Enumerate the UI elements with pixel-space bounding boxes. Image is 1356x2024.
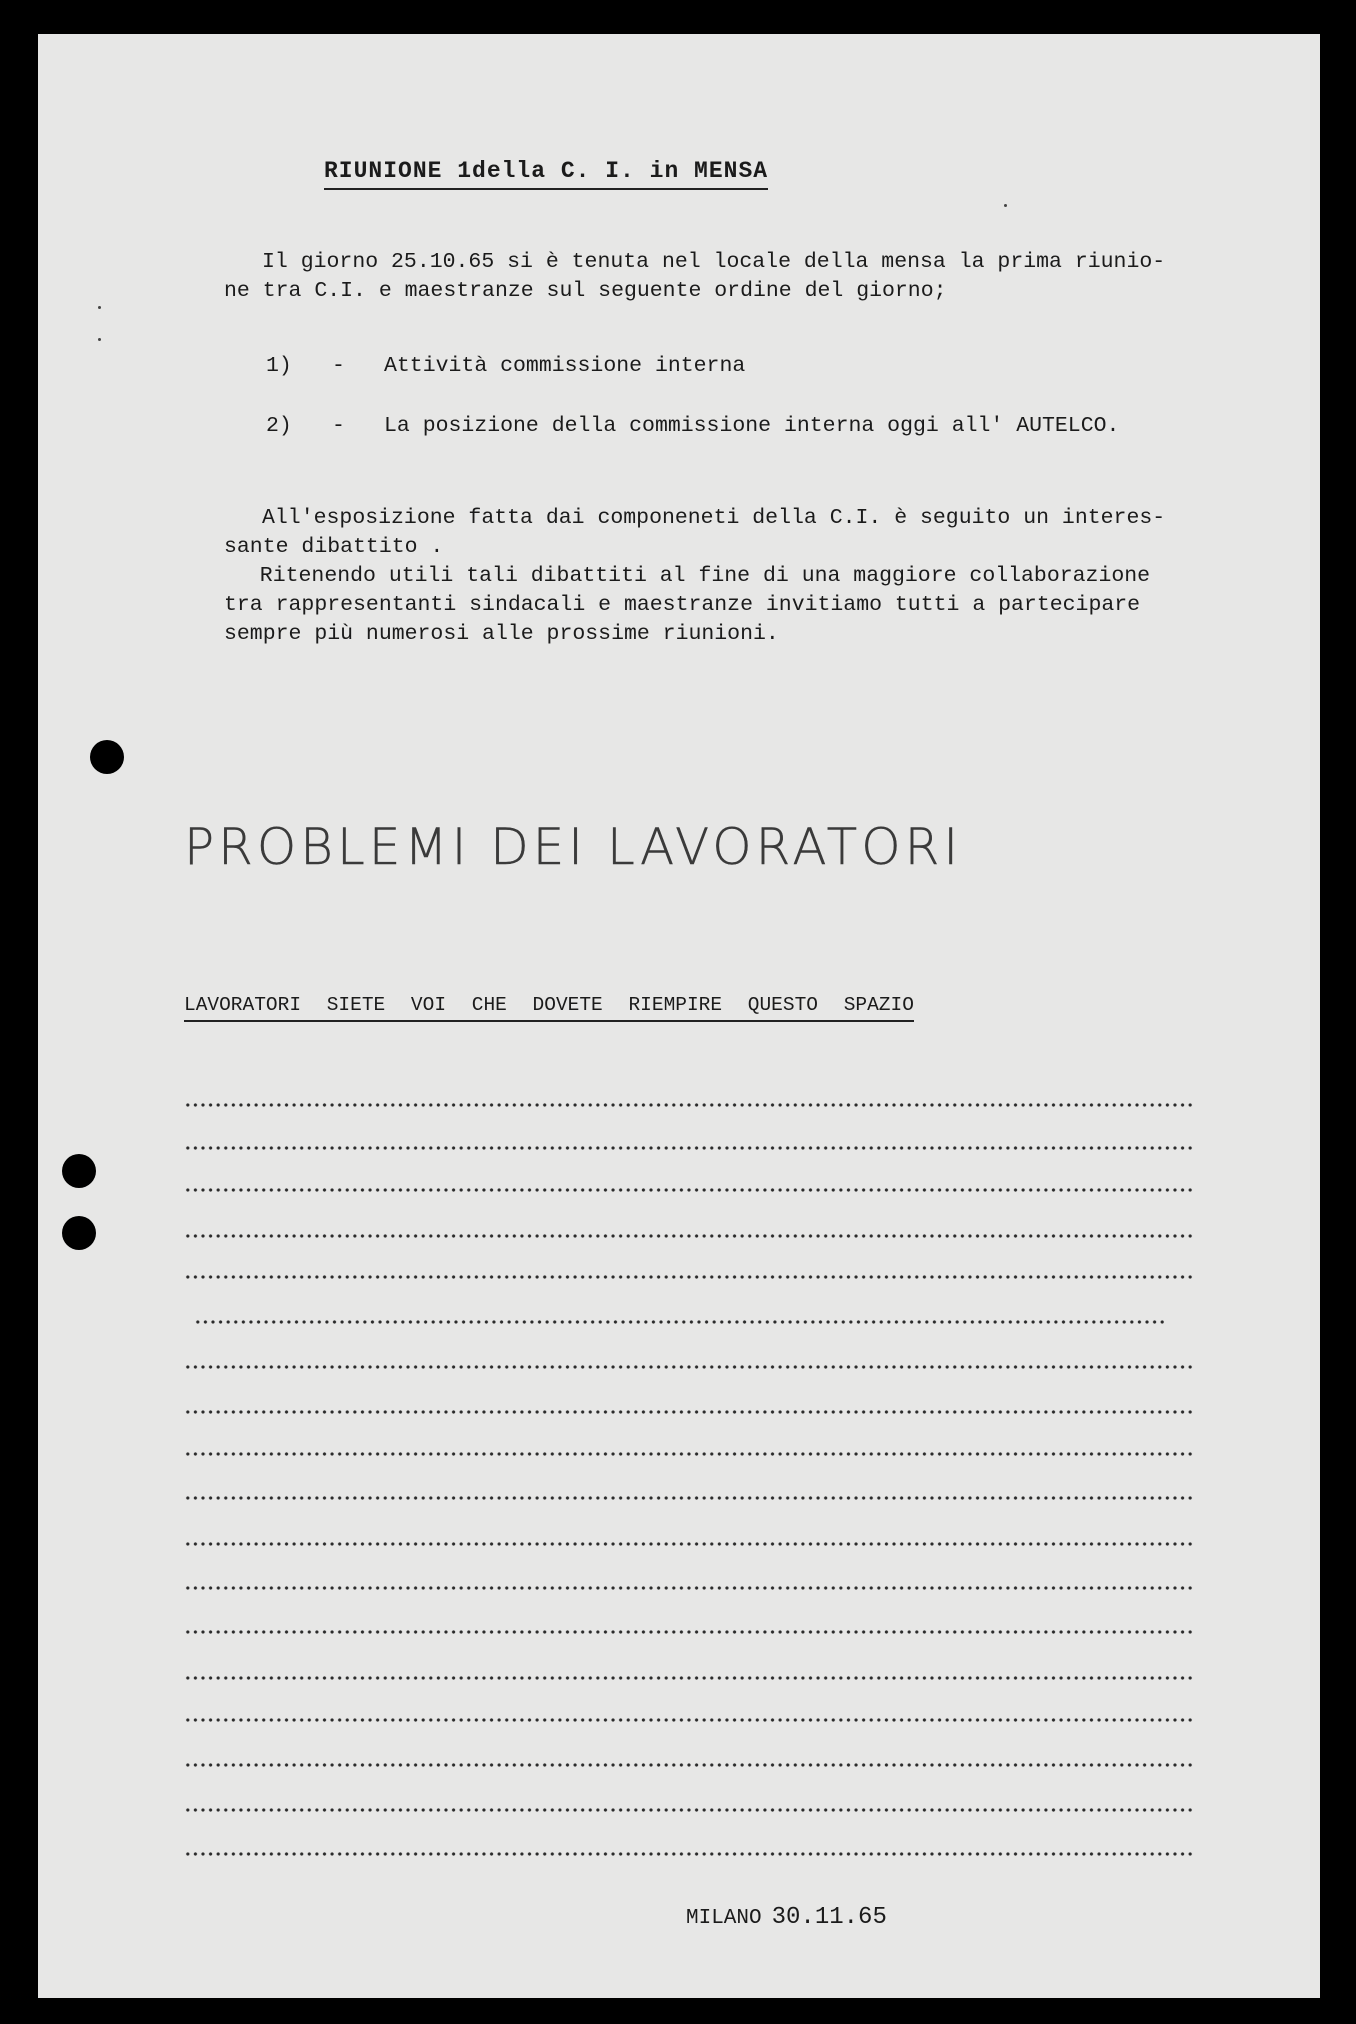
agenda-dash: - (332, 354, 345, 378)
callout-line: LAVORATORI SIETE VOI CHE DOVETE RIEMPIRE QUESTO SPAZIO (184, 994, 914, 1022)
body-line-5: sempre più numerosi alle prossime riunioni. (224, 622, 779, 646)
agenda-text: La posizione della commissione interna oggi all' AUTELCO. (384, 414, 1120, 438)
dotted-line (184, 1103, 1194, 1107)
date: 30.11.65 (771, 1904, 887, 1931)
headline: PROBLEMI DEI LAVORATORI (184, 818, 963, 876)
dotted-line (184, 1676, 1194, 1680)
place: MILANO (686, 1907, 762, 1930)
body-line-4: tra rappresentanti sindacali e maestranze invitiamo tutti a partecipare (224, 593, 1141, 617)
binder-hole-middle (62, 1154, 96, 1188)
dotted-line (184, 1365, 1194, 1369)
dotted-line (184, 1496, 1194, 1500)
agenda-text: Attività commissione interna (384, 354, 746, 378)
binder-hole-top (90, 740, 124, 774)
ink-speck (98, 306, 101, 309)
dotted-line (184, 1146, 1194, 1150)
dotted-line (184, 1718, 1194, 1722)
typewritten-sheet (38, 34, 1320, 1998)
agenda-dash: - (332, 414, 345, 438)
page-title: RIUNIONE 1della C. I. in MENSA (324, 158, 768, 190)
dotted-line (184, 1542, 1194, 1546)
dotted-line (184, 1586, 1194, 1590)
ink-speck (98, 338, 101, 341)
binder-hole-bottom (62, 1216, 96, 1250)
intro-line-2: ne tra C.I. e maestranze sul seguente ordine del giorno; (224, 279, 947, 303)
intro-line-1: Il giorno 25.10.65 si è tenuta nel locale della mensa la prima riunio- (262, 250, 1166, 274)
dotted-line (184, 1275, 1194, 1279)
place-date (686, 1904, 887, 1931)
dotted-line (184, 1808, 1194, 1812)
dotted-line (184, 1188, 1194, 1192)
dotted-line (184, 1852, 1194, 1856)
dotted-line (194, 1320, 1164, 1324)
agenda-number: 2) (266, 414, 292, 438)
agenda-number: 1) (266, 354, 292, 378)
ink-speck (1004, 204, 1007, 207)
dotted-line (184, 1452, 1194, 1456)
body-line-1: All'esposizione fatta dai componeneti della C.I. è seguito un interes- (262, 506, 1166, 530)
dotted-line (184, 1410, 1194, 1414)
body-line-3: Ritenendo utili tali dibattiti al fine di una maggiore collaborazione (234, 564, 1151, 588)
dotted-line (184, 1630, 1194, 1634)
dotted-line (184, 1763, 1194, 1767)
body-line-2: sante dibattito . (224, 535, 444, 559)
dotted-line (184, 1234, 1194, 1238)
